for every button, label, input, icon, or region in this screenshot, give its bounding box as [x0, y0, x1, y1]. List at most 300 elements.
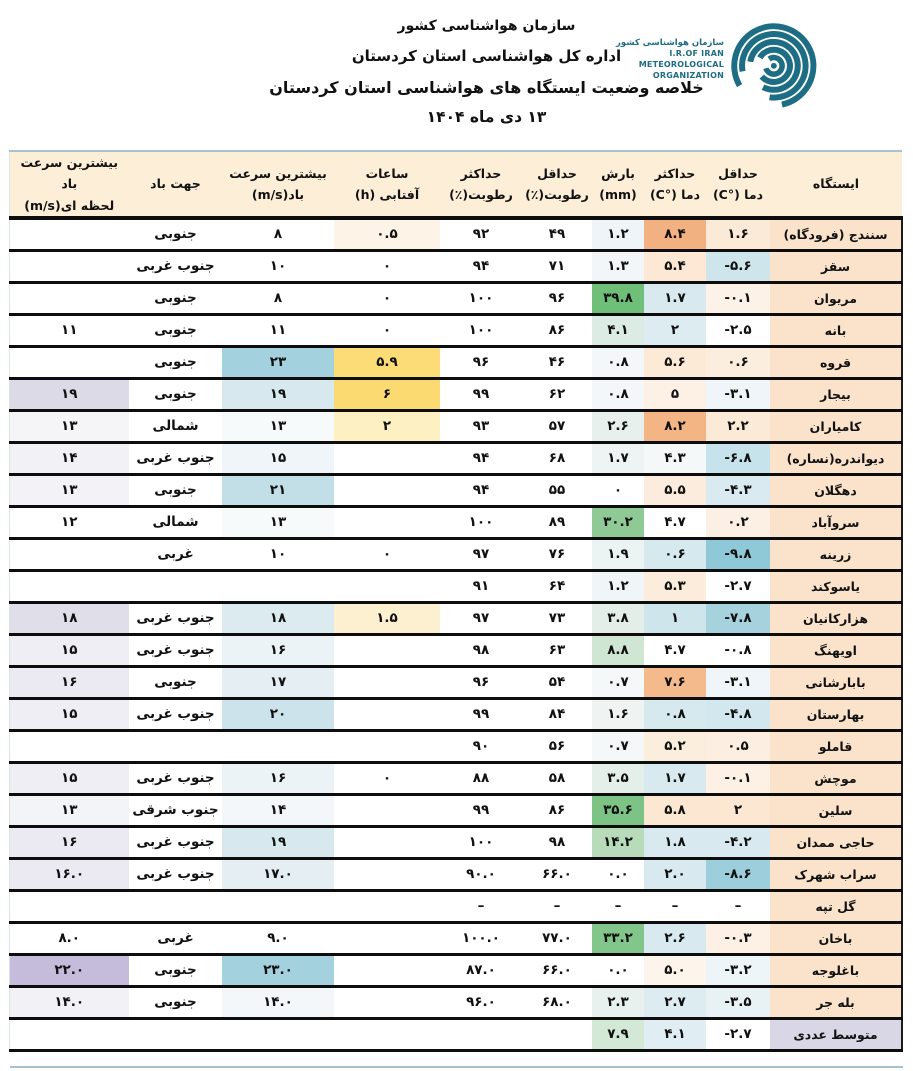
cell-sunshine: ۰.۵: [334, 218, 440, 251]
cell-precip: ۷.۹: [592, 1018, 644, 1050]
cell-winddir: جنوبی: [129, 282, 222, 314]
cell-rhmin: ۵۵: [522, 474, 592, 506]
table-row: [9, 250, 902, 282]
cell-tmin: -۸.۶: [706, 858, 770, 890]
cell-rhmax: ۹۲: [440, 218, 522, 251]
cell-sunshine: ۱.۵: [334, 602, 440, 634]
table-row: [9, 282, 902, 314]
station-table-body: [9, 218, 902, 1051]
cell-winddir: جنوبی: [129, 378, 222, 410]
cell-gust: ۱۴: [9, 442, 129, 474]
cell-tmin: -۴.۸: [706, 698, 770, 730]
cell-tmin: -۳.۱: [706, 666, 770, 698]
meteorological-spiral-icon: [726, 16, 818, 112]
cell-rhmax: ۹۴: [440, 442, 522, 474]
table-row: [9, 698, 902, 730]
cell-gust: ۱۶: [9, 666, 129, 698]
station-name: دهگلان: [770, 474, 902, 506]
station-name: سروآباد: [770, 506, 902, 538]
station-name: حاجی ممدان: [770, 826, 902, 858]
cell-gust: [9, 250, 129, 282]
cell-windmax: ۸: [222, 218, 334, 251]
table-row: [9, 314, 902, 346]
cell-sunshine: [334, 922, 440, 954]
cell-tmax: ۵.۵: [644, 474, 706, 506]
cell-gust: ۱۳: [9, 794, 129, 826]
cell-precip: ۰.۰: [592, 954, 644, 986]
cell-rhmin: ۶۶.۰: [522, 954, 592, 986]
cell-tmin: ۲.۲: [706, 410, 770, 442]
cell-tmin: -۳.۲: [706, 954, 770, 986]
cell-precip: ۳۵.۶: [592, 794, 644, 826]
cell-rhmin: ۷۳: [522, 602, 592, 634]
cell-gust: [9, 538, 129, 570]
cell-winddir: جنوب شرقی: [129, 794, 222, 826]
cell-tmin: -۲.۷: [706, 570, 770, 602]
cell-rhmin: ۸۶: [522, 314, 592, 346]
cell-precip: ۳۳.۲: [592, 922, 644, 954]
cell-tmin: -۵.۶: [706, 250, 770, 282]
cell-windmax: ۲۳.۰: [222, 954, 334, 986]
cell-windmax: ۱۳: [222, 506, 334, 538]
cell-windmax: ۱۴.۰: [222, 986, 334, 1018]
cell-precip: ۱.۶: [592, 698, 644, 730]
cell-gust: ۱۲: [9, 506, 129, 538]
cell-rhmax: ۹۴: [440, 250, 522, 282]
station-name: زرینه: [770, 538, 902, 570]
cell-tmin: -۰.۱: [706, 282, 770, 314]
cell-windmax: ۱۴: [222, 794, 334, 826]
cell-tmax: ۵.۰: [644, 954, 706, 986]
cell-winddir: جنوب غربی: [129, 698, 222, 730]
cell-rhmax: ۹۷: [440, 602, 522, 634]
table-row: [9, 762, 902, 794]
cell-gust: ۱۵: [9, 698, 129, 730]
cell-tmax: ۸.۴: [644, 218, 706, 251]
cell-windmax: ۱۰: [222, 538, 334, 570]
cell-windmax: [222, 1018, 334, 1050]
cell-winddir: جنوب غربی: [129, 442, 222, 474]
cell-sunshine: [334, 666, 440, 698]
station-name: اویهنگ: [770, 634, 902, 666]
cell-precip: ۳۰.۲: [592, 506, 644, 538]
cell-rhmin: ۹۸: [522, 826, 592, 858]
cell-precip: ۳۹.۸: [592, 282, 644, 314]
col-header-precip: بارش (mm): [592, 151, 644, 218]
cell-sunshine: [334, 506, 440, 538]
cell-precip: ۳.۸: [592, 602, 644, 634]
col-header-station: ایستگاه: [770, 151, 902, 218]
cell-gust: [9, 282, 129, 314]
cell-gust: ۱۶.۰: [9, 858, 129, 890]
cell-tmin: -۰.۱: [706, 762, 770, 794]
cell-tmax: ۱.۷: [644, 282, 706, 314]
cell-precip: ۱.۷: [592, 442, 644, 474]
cell-rhmin: ۵۴: [522, 666, 592, 698]
col-header-winddir: جهت باد: [129, 151, 222, 218]
cell-windmax: ۱۰: [222, 250, 334, 282]
station-name: باخان: [770, 922, 902, 954]
cell-winddir: جنوبی: [129, 474, 222, 506]
table-row: [9, 922, 902, 954]
cell-gust: ۱۳: [9, 410, 129, 442]
cell-tmin: -۳.۱: [706, 378, 770, 410]
cell-rhmin: ۵۷: [522, 410, 592, 442]
cell-gust: ۱۱: [9, 314, 129, 346]
cell-winddir: جنوب غربی: [129, 826, 222, 858]
table-row: [9, 730, 902, 762]
station-name: باغلوجه: [770, 954, 902, 986]
cell-winddir: جنوب غربی: [129, 858, 222, 890]
cell-winddir: جنوبی: [129, 314, 222, 346]
cell-sunshine: [334, 698, 440, 730]
station-name: بابارشانی: [770, 666, 902, 698]
cell-rhmax: ۱۰۰: [440, 282, 522, 314]
table-row: [9, 826, 902, 858]
col-header-tmin: حداقل دما (°C): [706, 151, 770, 218]
cell-tmin: -۰.۳: [706, 922, 770, 954]
cell-rhmin: ۸۴: [522, 698, 592, 730]
cell-rhmax: ۸۷.۰: [440, 954, 522, 986]
cell-sunshine: [334, 986, 440, 1018]
cell-rhmax: ۹۶.۰: [440, 986, 522, 1018]
cell-winddir: [129, 1018, 222, 1050]
cell-tmin: -۲.۵: [706, 314, 770, 346]
cell-sunshine: [334, 954, 440, 986]
cell-tmin: ۰.۵: [706, 730, 770, 762]
cell-rhmax: [440, 1018, 522, 1050]
cell-winddir: جنوبی: [129, 346, 222, 378]
cell-gust: [9, 730, 129, 762]
cell-windmax: ۱۵: [222, 442, 334, 474]
bottom-rule: [10, 1066, 903, 1068]
cell-rhmax: ۹۹: [440, 794, 522, 826]
table-row: [9, 538, 902, 570]
station-name: قروه: [770, 346, 902, 378]
cell-precip: –: [592, 890, 644, 922]
col-header-windmax: بیشترین سرعت باد(m/s): [222, 151, 334, 218]
cell-winddir: جنوب غربی: [129, 250, 222, 282]
station-name: قاملو: [770, 730, 902, 762]
table-row: [9, 442, 902, 474]
cell-rhmax: ۹۶: [440, 346, 522, 378]
col-header-rhmin: حداقل رطوبت(٪): [522, 151, 592, 218]
cell-winddir: جنوبی: [129, 986, 222, 1018]
cell-winddir: جنوب غربی: [129, 602, 222, 634]
cell-tmax: ۵.۳: [644, 570, 706, 602]
cell-rhmax: ۹۱: [440, 570, 522, 602]
table-row: [9, 410, 902, 442]
col-header-sunshine: ساعات آفتابی (h): [334, 151, 440, 218]
station-name: دیواندره(نساره): [770, 442, 902, 474]
col-header-rhmax: حداکثر رطوبت(٪): [440, 151, 522, 218]
cell-rhmax: ۹۳: [440, 410, 522, 442]
cell-rhmax: ۹۰.۰: [440, 858, 522, 890]
cell-winddir: جنوبی: [129, 954, 222, 986]
cell-windmax: ۱۷.۰: [222, 858, 334, 890]
cell-rhmin: ۶۳: [522, 634, 592, 666]
cell-tmax: ۲.۰: [644, 858, 706, 890]
cell-tmax: ۰.۸: [644, 698, 706, 730]
cell-rhmin: ۶۶.۰: [522, 858, 592, 890]
table-row: [9, 602, 902, 634]
cell-sunshine: ۰: [334, 538, 440, 570]
station-name: بله جر: [770, 986, 902, 1018]
cell-windmax: [222, 730, 334, 762]
cell-tmax: ۴.۳: [644, 442, 706, 474]
cell-windmax: ۱۹: [222, 378, 334, 410]
cell-gust: ۱۵: [9, 762, 129, 794]
cell-tmax: ۱.۸: [644, 826, 706, 858]
cell-sunshine: ۰: [334, 762, 440, 794]
station-name: بانه: [770, 314, 902, 346]
cell-precip: ۲.۶: [592, 410, 644, 442]
cell-rhmin: ۶۴: [522, 570, 592, 602]
cell-tmin: -۲.۷: [706, 1018, 770, 1050]
cell-rhmin: ۹۶: [522, 282, 592, 314]
cell-rhmin: ۵۶: [522, 730, 592, 762]
cell-precip: ۰.۷: [592, 666, 644, 698]
cell-precip: ۳.۵: [592, 762, 644, 794]
cell-gust: [9, 570, 129, 602]
cell-tmin: -۴.۳: [706, 474, 770, 506]
org-logo-text: [616, 38, 724, 82]
station-name: بهارستان: [770, 698, 902, 730]
cell-windmax: ۱۸: [222, 602, 334, 634]
cell-tmax: ۱.۷: [644, 762, 706, 794]
cell-winddir: [129, 730, 222, 762]
cell-windmax: [222, 890, 334, 922]
cell-tmax: –: [644, 890, 706, 922]
cell-tmax: ۲: [644, 314, 706, 346]
table-row: [9, 666, 902, 698]
table-row: [9, 858, 902, 890]
cell-windmax: ۱۶: [222, 634, 334, 666]
cell-rhmin: ۶۸: [522, 442, 592, 474]
cell-winddir: جنوب غربی: [129, 762, 222, 794]
cell-windmax: ۲۳: [222, 346, 334, 378]
cell-tmax: ۲.۶: [644, 922, 706, 954]
cell-rhmin: ۶۸.۰: [522, 986, 592, 1018]
cell-precip: ۰.۸: [592, 346, 644, 378]
report-date: ۱۳ دی ماه ۱۴۰۴: [426, 108, 547, 126]
cell-windmax: ۹.۰: [222, 922, 334, 954]
cell-rhmax: ۹۶: [440, 666, 522, 698]
station-name: مریوان: [770, 282, 902, 314]
cell-rhmin: [522, 1018, 592, 1050]
cell-winddir: شمالی: [129, 410, 222, 442]
cell-rhmax: ۹۷: [440, 538, 522, 570]
cell-sunshine: [334, 442, 440, 474]
cell-rhmin: –: [522, 890, 592, 922]
cell-rhmin: ۵۸: [522, 762, 592, 794]
cell-winddir: غربی: [129, 538, 222, 570]
cell-winddir: [129, 570, 222, 602]
station-name: موچش: [770, 762, 902, 794]
cell-precip: ۲.۳: [592, 986, 644, 1018]
station-name: سقز: [770, 250, 902, 282]
cell-gust: [9, 890, 129, 922]
cell-gust: ۱۴.۰: [9, 986, 129, 1018]
cell-precip: ۱.۹: [592, 538, 644, 570]
cell-tmin: -۳.۵: [706, 986, 770, 1018]
station-name: کامیاران: [770, 410, 902, 442]
cell-precip: ۰.۷: [592, 730, 644, 762]
cell-windmax: ۱۳: [222, 410, 334, 442]
cell-precip: ۰: [592, 474, 644, 506]
cell-rhmax: ۹۹: [440, 378, 522, 410]
report-header: [0, 0, 913, 150]
cell-sunshine: [334, 826, 440, 858]
cell-gust: ۲۲.۰: [9, 954, 129, 986]
cell-rhmin: ۷۷.۰: [522, 922, 592, 954]
cell-sunshine: ۵.۹: [334, 346, 440, 378]
cell-precip: ۸.۸: [592, 634, 644, 666]
table-row: [9, 346, 902, 378]
cell-rhmax: ۹۹: [440, 698, 522, 730]
station-name: هزارکانیان: [770, 602, 902, 634]
cell-rhmax: ۱۰۰: [440, 506, 522, 538]
cell-tmin: -۷.۸: [706, 602, 770, 634]
cell-sunshine: ۲: [334, 410, 440, 442]
cell-precip: ۱.۲: [592, 218, 644, 251]
station-name: سلین: [770, 794, 902, 826]
cell-rhmin: ۸۹: [522, 506, 592, 538]
cell-tmax: ۰.۶: [644, 538, 706, 570]
station-name: گل تپه: [770, 890, 902, 922]
table-header: [9, 151, 902, 218]
cell-sunshine: ۰: [334, 314, 440, 346]
cell-sunshine: [334, 570, 440, 602]
cell-tmin: ۲: [706, 794, 770, 826]
station-name: سراب شهرک: [770, 858, 902, 890]
cell-tmax: ۴.۷: [644, 506, 706, 538]
cell-rhmax: ۱۰۰: [440, 826, 522, 858]
cell-tmin: -۰.۸: [706, 634, 770, 666]
cell-gust: ۱۵: [9, 634, 129, 666]
cell-sunshine: [334, 794, 440, 826]
cell-tmax: ۸.۲: [644, 410, 706, 442]
cell-precip: ۰.۸: [592, 378, 644, 410]
table-row: [9, 986, 902, 1018]
table-row: [9, 1018, 902, 1050]
table-row: [9, 890, 902, 922]
cell-winddir: غربی: [129, 922, 222, 954]
station-name: سنندج (فرودگاه): [770, 218, 902, 251]
cell-tmax: ۴.۱: [644, 1018, 706, 1050]
cell-tmax: ۲.۷: [644, 986, 706, 1018]
org-logo-en-line1: I.R.OF IRAN: [669, 49, 724, 59]
cell-sunshine: [334, 730, 440, 762]
cell-precip: ۱.۲: [592, 570, 644, 602]
cell-gust: ۱۶: [9, 826, 129, 858]
cell-rhmin: ۷۶: [522, 538, 592, 570]
org-logo-en-line2: METEOROLOGICAL: [638, 60, 724, 70]
cell-rhmin: ۷۱: [522, 250, 592, 282]
cell-precip: ۴.۱: [592, 314, 644, 346]
report-title: خلاصه وضعیت ایستگاه های هواشناسی استان کردستان: [269, 78, 704, 97]
station-name: متوسط عددی: [770, 1018, 902, 1050]
cell-precip: ۰.۰: [592, 858, 644, 890]
cell-rhmax: –: [440, 890, 522, 922]
cell-sunshine: [334, 1018, 440, 1050]
cell-windmax: ۱۷: [222, 666, 334, 698]
cell-tmax: ۵.۶: [644, 346, 706, 378]
table-row: [9, 634, 902, 666]
cell-rhmax: ۱۰۰.۰: [440, 922, 522, 954]
cell-windmax: ۱۹: [222, 826, 334, 858]
cell-rhmax: ۸۸: [440, 762, 522, 794]
table-row: [9, 506, 902, 538]
cell-gust: ۱۳: [9, 474, 129, 506]
cell-tmax: ۵.۴: [644, 250, 706, 282]
cell-gust: ۸.۰: [9, 922, 129, 954]
org-logo: [616, 16, 818, 112]
cell-sunshine: [334, 890, 440, 922]
cell-gust: ۱۹: [9, 378, 129, 410]
cell-sunshine: ۰: [334, 282, 440, 314]
cell-tmax: ۵: [644, 378, 706, 410]
cell-rhmin: ۴۶: [522, 346, 592, 378]
cell-tmax: ۴.۷: [644, 634, 706, 666]
table-row: [9, 794, 902, 826]
cell-rhmax: ۱۰۰: [440, 314, 522, 346]
cell-winddir: [129, 890, 222, 922]
cell-rhmax: ۹۰: [440, 730, 522, 762]
cell-rhmax: ۹۴: [440, 474, 522, 506]
cell-tmin: ۰.۲: [706, 506, 770, 538]
table-row: [9, 378, 902, 410]
cell-sunshine: ۶: [334, 378, 440, 410]
cell-rhmin: ۶۲: [522, 378, 592, 410]
cell-windmax: ۲۰: [222, 698, 334, 730]
cell-tmin: –: [706, 890, 770, 922]
col-header-gust: بیشترین سرعت باد لحظه ای(m/s): [9, 151, 129, 218]
cell-tmax: ۵.۲: [644, 730, 706, 762]
cell-rhmax: ۹۸: [440, 634, 522, 666]
table-row: [9, 218, 902, 251]
cell-tmax: ۱: [644, 602, 706, 634]
org-title: سازمان هواشناسی کشور: [397, 18, 576, 34]
cell-windmax: ۱۶: [222, 762, 334, 794]
cell-windmax: [222, 570, 334, 602]
cell-winddir: شمالی: [129, 506, 222, 538]
org-logo-en-line3: ORGANIZATION: [652, 71, 724, 81]
station-name: بیجار: [770, 378, 902, 410]
cell-precip: ۱۴.۲: [592, 826, 644, 858]
cell-tmin: ۰.۶: [706, 346, 770, 378]
cell-sunshine: ۰: [334, 250, 440, 282]
stations-table: [9, 150, 904, 1052]
table-row: [9, 474, 902, 506]
cell-tmin: -۴.۲: [706, 826, 770, 858]
cell-gust: [9, 1018, 129, 1050]
cell-windmax: ۲۱: [222, 474, 334, 506]
org-logo-fa-line: سازمان هواشناسی کشور: [615, 38, 724, 48]
cell-precip: ۱.۳: [592, 250, 644, 282]
cell-tmax: ۷.۶: [644, 666, 706, 698]
cell-gust: ۱۸: [9, 602, 129, 634]
cell-winddir: جنوبی: [129, 218, 222, 251]
cell-tmin: -۶.۸: [706, 442, 770, 474]
cell-tmax: ۵.۸: [644, 794, 706, 826]
cell-gust: [9, 346, 129, 378]
cell-winddir: جنوبی: [129, 666, 222, 698]
cell-tmin: ۱.۶: [706, 218, 770, 251]
cell-rhmin: ۸۶: [522, 794, 592, 826]
cell-sunshine: [334, 634, 440, 666]
station-name: یاسوکند: [770, 570, 902, 602]
